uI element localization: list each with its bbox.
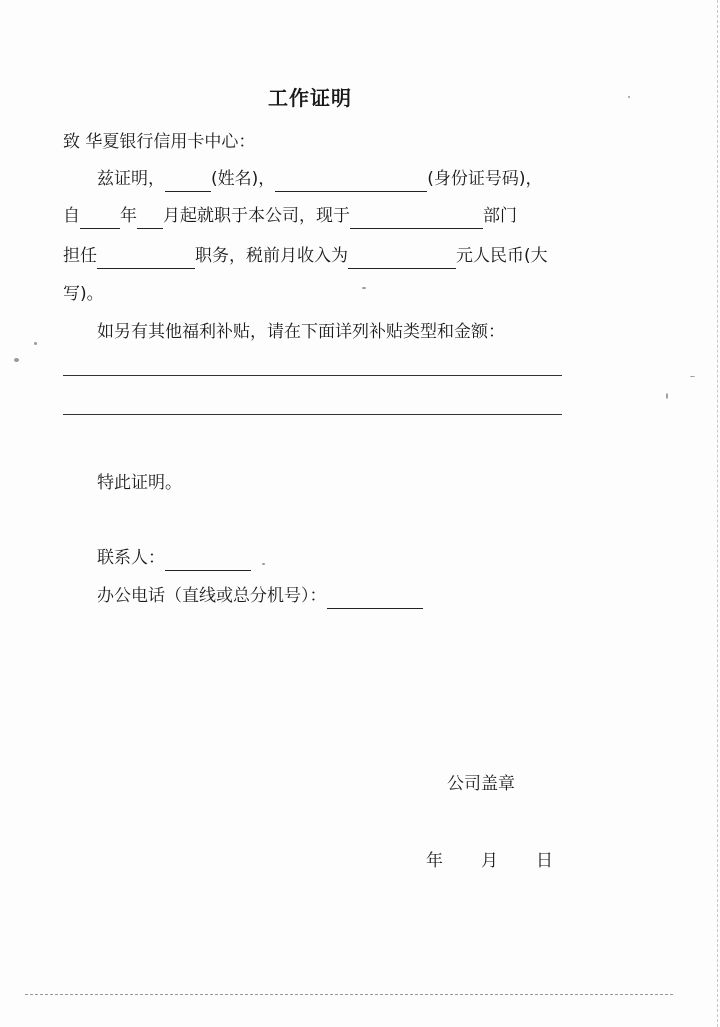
phone-blank[interactable] — [327, 588, 423, 609]
scan-speck — [262, 563, 265, 565]
income-blank[interactable] — [348, 248, 456, 269]
id-number-label: (身份证号码)， — [427, 169, 543, 189]
position-income-line — [63, 243, 548, 269]
date-month: 月 — [481, 851, 498, 871]
scan-speck — [362, 287, 366, 289]
page-title: 工作证明 — [268, 86, 352, 110]
benefits-line-2[interactable] — [63, 414, 562, 415]
employment-start-line — [63, 203, 517, 229]
certify-statement: 特此证明。 — [97, 473, 182, 493]
phone-label: 办公电话（直线或总分机号）： — [97, 586, 327, 606]
start-month-blank[interactable] — [137, 208, 163, 229]
contact-label: 联系人： — [97, 548, 165, 568]
scan-speck — [628, 96, 630, 98]
position-prefix: 担任 — [63, 246, 97, 266]
currency-text: 元人民币(大 — [456, 246, 548, 266]
contact-blank[interactable] — [165, 550, 251, 571]
employee-identity-line — [97, 166, 543, 192]
page-edge — [716, 0, 718, 1027]
contact-line — [97, 545, 251, 571]
department-label: 部门 — [483, 206, 517, 226]
date-day: 日 — [536, 851, 553, 871]
footer-line — [25, 994, 673, 995]
scan-speck — [666, 393, 668, 399]
income-text: 职务，税前月收入为 — [195, 246, 348, 266]
date-year: 年 — [426, 851, 443, 871]
date-line — [426, 848, 553, 874]
year-label: 年 — [120, 206, 137, 226]
phone-line — [97, 583, 423, 609]
benefits-line-1[interactable] — [63, 375, 562, 376]
id-number-blank[interactable] — [275, 171, 427, 192]
addressee: 致 华夏银行信用卡中心： — [63, 132, 256, 152]
scan-speck — [34, 342, 37, 345]
name-label: (姓名)， — [211, 169, 276, 189]
scan-speck — [14, 358, 19, 362]
company-seal-label: 公司盖章 — [447, 774, 515, 794]
name-blank[interactable] — [165, 171, 211, 192]
uppercase-note: 写)。 — [63, 284, 104, 304]
certify-intro: 兹证明， — [97, 169, 165, 189]
department-blank[interactable] — [350, 208, 483, 229]
benefits-instruction: 如另有其他福利补贴，请在下面详列补贴类型和金额： — [97, 322, 505, 342]
scan-speck — [690, 376, 695, 377]
position-blank[interactable] — [97, 248, 195, 269]
start-year-blank[interactable] — [80, 208, 120, 229]
from-label: 自 — [63, 206, 80, 226]
employment-text: 月起就职于本公司，现于 — [163, 206, 350, 226]
